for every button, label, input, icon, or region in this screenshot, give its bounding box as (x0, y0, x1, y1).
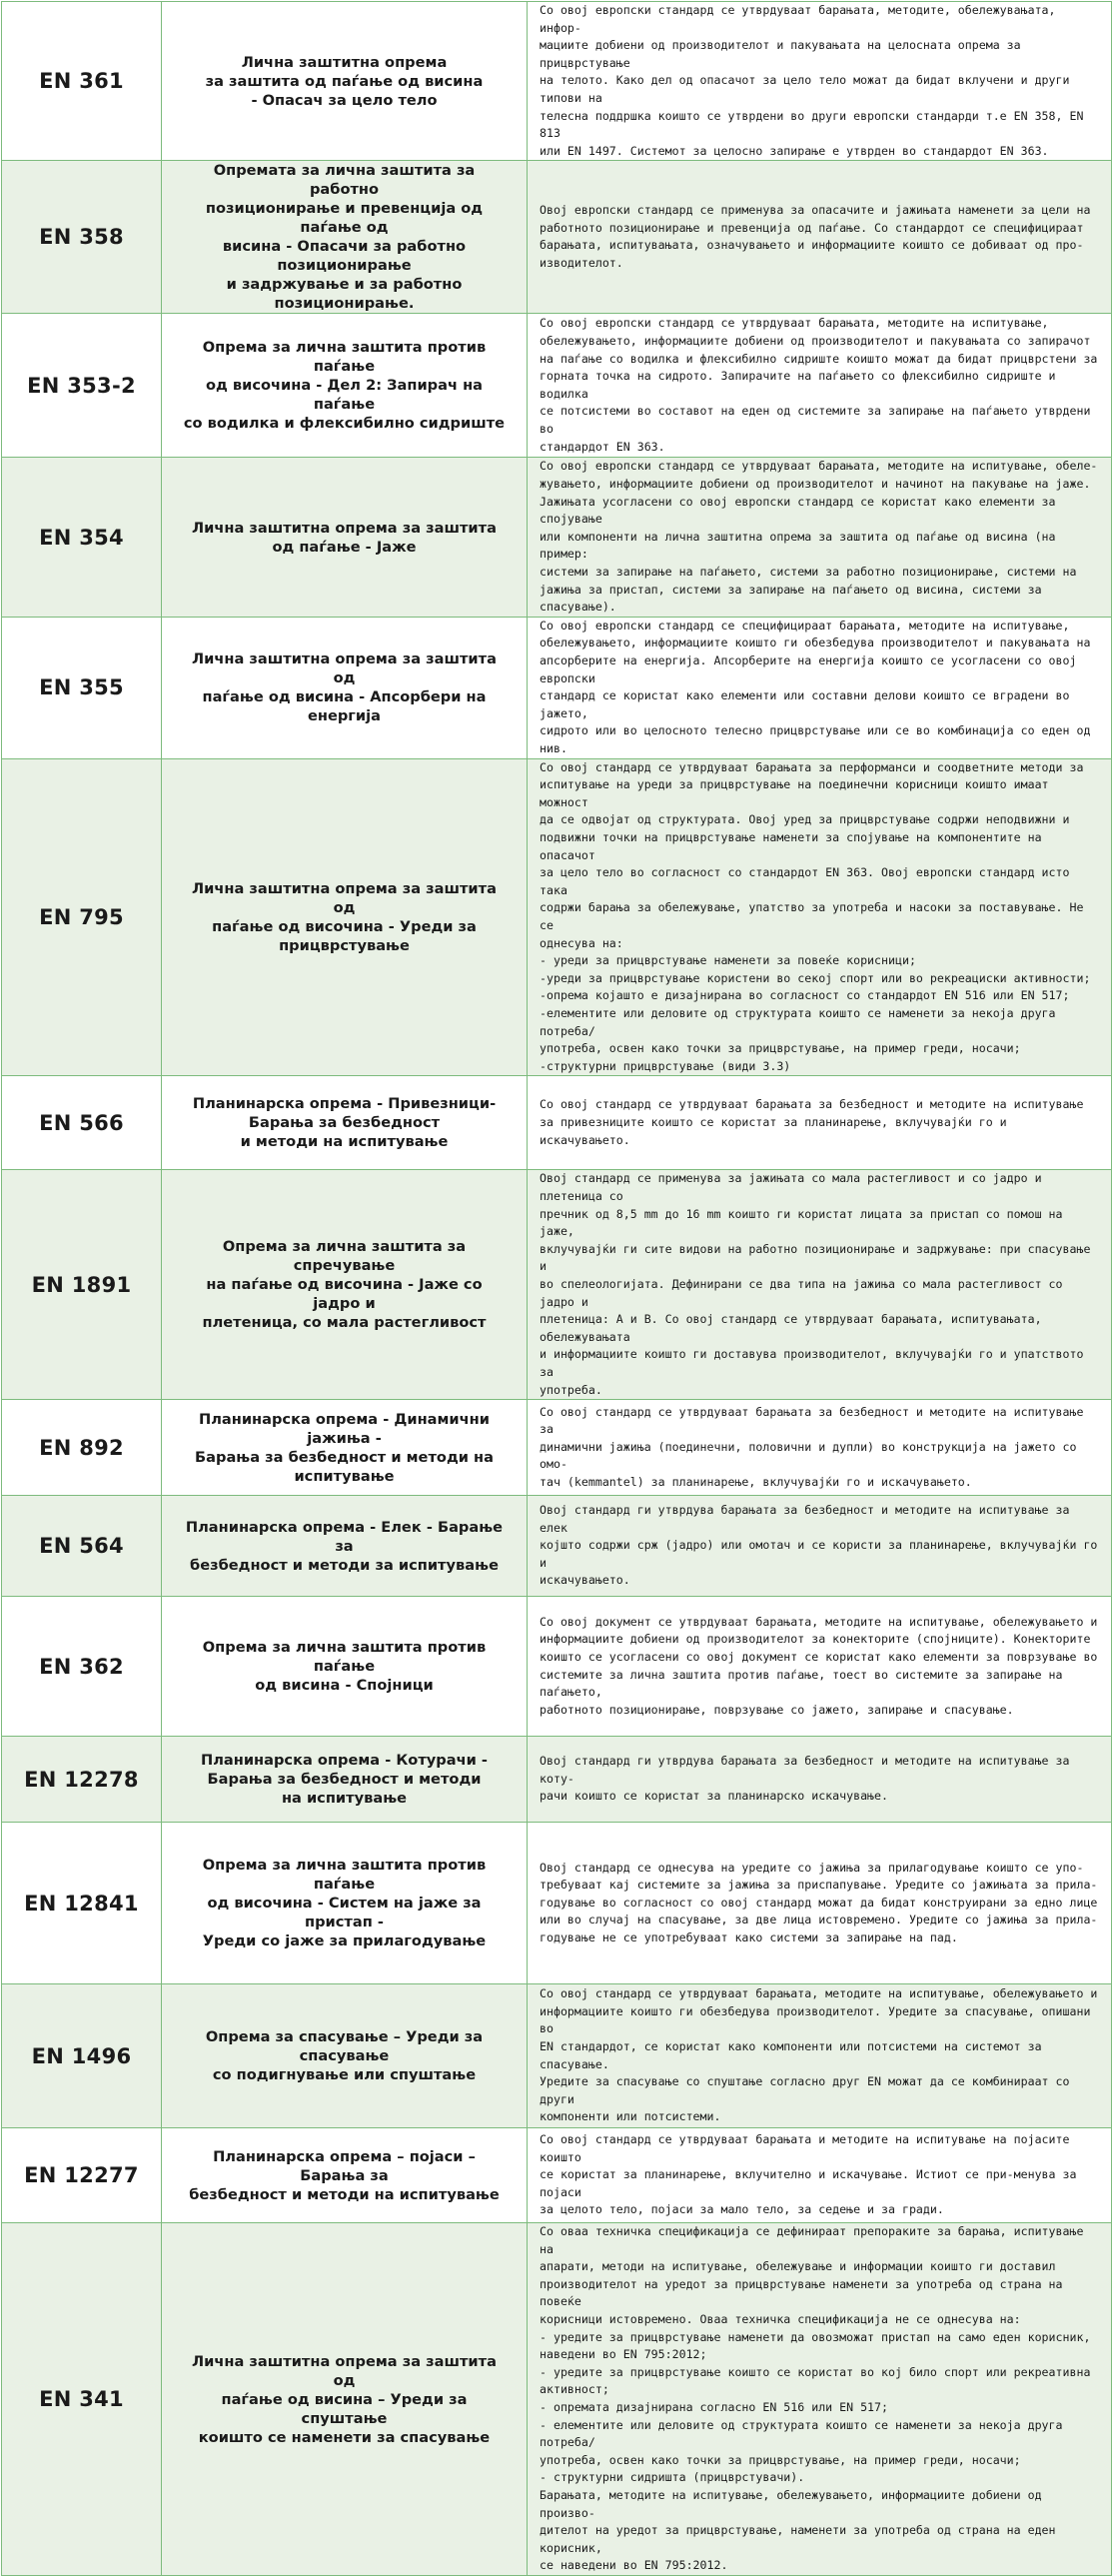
standard-description: Овој стандард се однесува на уредите со јажиња за прилагодување коишто се упо- требуваат кај системите за јажиња за приспапување. Уредите со јажињата за прила- годување во согласност со овој стандард можат да бидат конструирани за едно лице или во случај на спасување, за две лица истовремено. Уредите со јажиња за прила- годување не се употребуваат како системи за запирање на пад. (528, 1823, 1112, 1984)
standard-row (2, 1984, 1112, 2128)
standard-description: Со овој документ се утврдуваат барањата, методите на испитување, обележувањето и информациите добиени од производителот за конекторите (спојниците). Конекторите коишто се усогласени со овој документ се користат како елементи за поврзување во системите за лична заштита против паѓање, тоест во системите за запирање на паѓањето, работното позиционирање, поврзување со јажето, запирање и спасување. (528, 1597, 1112, 1737)
standard-row (2, 1737, 1112, 1823)
standards-table (1, 1, 1112, 2576)
standard-description: Овој стандард се применува за јажињата со мала растегливост и со јадро и плетеница со пречник од 8,5 mm до 16 mm коишто ги користат лицата за пристап со помош на јаже, вклучувајќи ги сите видови на работно позиционирање и задржување: при спасување и во спелеологијата. Дефинирани се два типа на јажиња со мала растегливост со јадро и плетеница: А и B. Со овој стандард се утврдуваат барањата, испитувањата, обележувањата и информациите коишто ги доставува производителот, вклучувајќи го и упатството за употреба. (528, 1170, 1112, 1400)
standard-code: EN 341 (2, 2223, 162, 2576)
standard-description: Овој стандард ги утврдува барањата за безбедност и методите на испитување за коту- рачи коишто се користат за планинарско искачување. (528, 1737, 1112, 1823)
standard-title: Опремата за лична заштита за работно позиционирање и превенција од паѓање од висина - Опасачи за работно позиционирање и задржување и за работно позиционирање. (162, 161, 528, 314)
standard-description: Со оваа техничка спецификација се дефинираат препораките за барања, испитување на апарати, методи на испитување, обележување и информации коишто ги доставил производителот на уредот за прицврстување наменети за употреба од страна на повеќе корисници истовремено. Оваа техничка спецификација не се однесува на: - уредите за прицврстување наменети да овозможат пристап на само еден корисник, наведени во EN 795:2012; - уредите за прицврстување коишто се користат во кој било спорт или рекреативна активност; - опремата дизајнирана согласно EN 516 или EN 517; - елементите или деловите од структурата коишто се наменети за некоја друга потреба/ употреба, освен како точки за прицврстување, на пример греди, носачи; - структурни сидришта (прицврстувачи). Барањата, методите на испитување, обележувањето, информациите добиени од произво- дителот на уредот за прицврстување, наменети за употреба од страна на еден корисник, се наведени во EN 795:2012. (528, 2223, 1112, 2576)
standard-code: EN 892 (2, 1400, 162, 1496)
standard-title: Опрема за спасување – Уреди за спасување со подигнување или спуштање (162, 1984, 528, 2128)
standard-title: Лична заштитна опрема за заштита од паѓање од висина - Апсорбери на енергија (162, 617, 528, 758)
standard-code: EN 1496 (2, 1984, 162, 2128)
standard-row (2, 758, 1112, 1076)
standard-row (2, 1496, 1112, 1597)
standard-title: Лична заштитна опрема за заштита од паѓање од висина - Опасач за цело тело (162, 2, 528, 161)
standard-title: Планинарска опрема - Привезници- Барања за безбедност и методи на испитување (162, 1076, 528, 1170)
standard-row (2, 161, 1112, 314)
standard-row (2, 617, 1112, 758)
standard-description: Со овој европски стандард се утврдуваат барањата, методите на испитување, обеле- жувањето, информациите добиени од производителот и начинот на пакување на јажe. Јажињата усогласени со овој европски стандард се користат како елементи за спојување или компоненти на лична заштитна опрема за заштита од паѓање од висина (на пример: системи за запирање на паѓањето, системи за работно позиционирање, системи на јажиња за пристап, системи за запирање на паѓањето од висина, системи за спасување). (528, 458, 1112, 617)
standard-description: Со овој стандард се утврдуваат барањата за безбедност и методите на испитување за привезниците коишто се користат за планинарење, вклучувајќи го и искачувањето. (528, 1076, 1112, 1170)
standard-code: EN 566 (2, 1076, 162, 1170)
standard-code: EN 12278 (2, 1737, 162, 1823)
standard-code: EN 361 (2, 2, 162, 161)
standard-code: EN 12841 (2, 1823, 162, 1984)
standard-code: EN 353-2 (2, 314, 162, 458)
standard-description: Со овој европски стандард се утврдуваат барањата, методите, обележувањата, инфор- мациите добиени од производителот и пакувањата на целосната опрема за прицврстување на телото. Како дел од опасачот за цело тело можат да бидат вклучени и други типови на телесна поддршка коишто се утврдени во други европски стандарди т.е EN 358, EN 813 или EN 1497. Системот за целосно запирање е утврден во стандардот EN 363. (528, 2, 1112, 161)
standard-description: Со овој европски стандард се утврдуваат барањата, методите на испитување, обележувањето, информациите добиени од производителот и пакувањата со запирачот на паѓање со водилка и флексибилно сидриште коишто можат да бидат прицврстени за горната точка на сидрото. Запирачите на паѓањето со флексибилно сидриште и водилка се потсистеми во составот на еден од системите за запирање на паѓањето утврдени во стандардот EN 363. (528, 314, 1112, 458)
standard-code: EN 355 (2, 617, 162, 758)
standard-row (2, 1400, 1112, 1496)
standard-title: Лична заштитна опрема за заштита од паѓање од височина - Уреди за прицврстување (162, 758, 528, 1076)
standard-description: Овој европски стандард се применува за опасачите и јажињата наменети за цели на работното позиционирање и превенција од паѓање. Со стандардот се специфицираат барањата, испитувањата, означувањето и информациите коишто се добиваат од про- изводителот. (528, 161, 1112, 314)
standard-row (2, 314, 1112, 458)
standard-title: Планинарска опрема – појаси – Барања за безбедност и методи на испитување (162, 2128, 528, 2223)
standard-row (2, 1170, 1112, 1400)
standard-title: Опрема за лична заштита за спречување на паѓање од височина - Јаже со јадро и плетеница, со мала растегливост (162, 1170, 528, 1400)
standard-description: Овој стандард ги утврдува барањата за безбедност и методите на испитување за елек којшто содржи срж (јадро) или омотач и се користи за планинарење, вклучувајќи го и искачувањето. (528, 1496, 1112, 1597)
standard-description: Со овој стандард се утврдуваат барањата, методите на испитување, обележувањето и информациите коишто ги обезбедува производителот. Уредите за спасување, опишани во EN стандардот, се користат како компоненти или потсистеми на системот за спасување. Уредите за спасување со спуштање согласно друг EN можат да се комбинираат со други компоненти или потсистеми. (528, 1984, 1112, 2128)
standard-code: EN 354 (2, 458, 162, 617)
standard-row (2, 2223, 1112, 2576)
standard-code: EN 362 (2, 1597, 162, 1737)
standard-title: Лична заштитна опрема за заштита од паѓање - Јаже (162, 458, 528, 617)
standard-title: Планинарска опрема - Котурачи - Барања за безбедност и методи на испитување (162, 1737, 528, 1823)
standard-title: Планинарска опрема - Динамични јажиња - Барања за безбедност и методи на испитување (162, 1400, 528, 1496)
standard-row (2, 2128, 1112, 2223)
standard-description: Со овој европски стандард се специфицираат барањата, методите на испитување, обележувањето, информациите коишто ги обезбедува производителот и пакувањата на апсорберите на енергија. Апсорберите на енергија коишто се усогласени со овој европски стандард се користат како елементи или составни делови коишто се вградени во јажето, сидрото или во целосното телесно прицврстување или се во комбинација со еден од нив. (528, 617, 1112, 758)
standard-row (2, 1597, 1112, 1737)
standard-description: Со овој стандард се утврдуваат барањата за безбедност и методите на испитување за динамични јажиња (поединечни, половични и дупли) во конструкција на јажето со омо- тач (kemmantel) за планинарење, вклучувајќи го и искачувањето. (528, 1400, 1112, 1496)
standard-title: Опрема за лична заштита против паѓање од височина - Дел 2: Запирач на паѓање со водилка и флексибилно сидриште (162, 314, 528, 458)
standard-row (2, 1076, 1112, 1170)
standard-code: EN 564 (2, 1496, 162, 1597)
standard-row (2, 2, 1112, 161)
standard-code: EN 358 (2, 161, 162, 314)
standard-description: Со овој стандард се утврдуваат барањата за перформанси и соодветните методи за испитување на уреди за прицврстување на поединечни корисници коишто имаат можност да се одвојат од структурата. Овој уред за прицврстување содржи неподвижни и подвижни точки на прицврстување наменети за спојување на компонентите на опасачот за цело тело во согласност со стандардот EN 363. Овој европски стандард исто така содржи барања за обележување, упатство за употреба и насоки за поставување. Не се однесува на: - уреди за прицврстување наменети за повеќе корисници; -уреди за прицврстување користени во секој спорт или во рекреациски активности; -опрема којашто е дизајнирана во согласност со стандардот EN 516 или EN 517; -елементите или деловите од структурата коишто се наменети за некоја друга потреба/ употреба, освен како точки за прицврстување, на пример греди, носачи; -структурни прицврстување (види 3.3) (528, 758, 1112, 1076)
standard-title: Лична заштитна опрема за заштита од паѓање од висина – Уреди за спуштање коишто се наменети за спасување (162, 2223, 528, 2576)
standard-title: Опрема за лична заштита против паѓање од висина - Спојници (162, 1597, 528, 1737)
standard-row (2, 1823, 1112, 1984)
standard-title: Опрема за лична заштита против паѓање од височина - Систем на јаже за пристап - Уреди со јаже за прилагодување (162, 1823, 528, 1984)
standard-code: EN 1891 (2, 1170, 162, 1400)
standard-description: Со овој стандард се утврдуваат барањата и методите на испитување на појасите коишто се користат за планинарење, вклучително и искачување. Истиот се при-менува за појаси за целото тело, појаси за мало тело, за седење и за гради. (528, 2128, 1112, 2223)
standard-row (2, 458, 1112, 617)
standard-title: Планинарска опрема - Елек - Барање за безбедност и методи за испитување (162, 1496, 528, 1597)
standard-code: EN 12277 (2, 2128, 162, 2223)
standard-code: EN 795 (2, 758, 162, 1076)
